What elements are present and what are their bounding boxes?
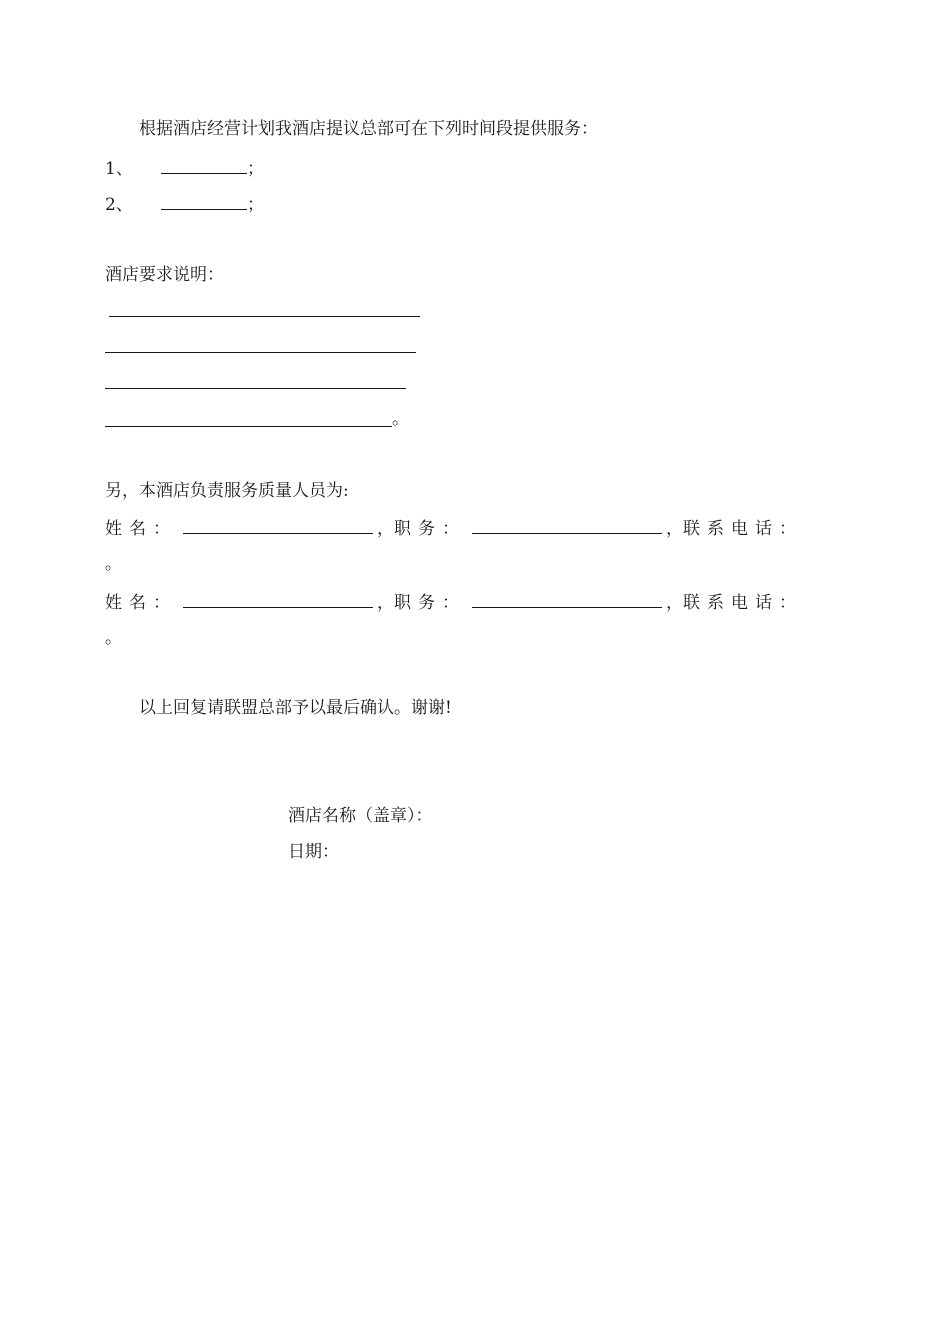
title-blank-field[interactable] [472, 589, 662, 608]
phone-label: 联系电话： [683, 593, 803, 613]
closing-text: 以上回复请联盟总部予以最后确认。谢谢! [139, 698, 452, 718]
separator: ， [377, 519, 394, 539]
hotel-name-label: 酒店名称（盖章）： [288, 806, 433, 826]
intro-text: 根据酒店经营计划我酒店提议总部可在下列时间段提供服务： [139, 119, 598, 139]
name-label: 姓名： [105, 519, 177, 539]
separator: ， [666, 593, 683, 613]
separator: ， [666, 519, 683, 539]
option-item-1 [105, 155, 264, 180]
option-blank-field[interactable] [161, 191, 247, 210]
requirement-blank-line-4[interactable] [105, 426, 392, 427]
staff-row-2-end: 。 [105, 628, 122, 648]
requirements-label: 酒店要求说明： [105, 265, 224, 285]
title-blank-field[interactable] [472, 515, 662, 534]
option-end-punct: ； [247, 159, 264, 179]
separator: ， [377, 593, 394, 613]
requirement-blank-line-3[interactable] [105, 388, 406, 389]
phone-label: 联系电话： [683, 519, 803, 539]
staff-row-2 [105, 589, 803, 614]
title-label: 职务： [394, 519, 466, 539]
option-item-2 [105, 191, 264, 216]
name-label: 姓名： [105, 593, 177, 613]
staff-row-1-end: 。 [105, 554, 122, 574]
requirement-blank-line-1[interactable] [109, 316, 420, 317]
staff-row-1 [105, 515, 803, 540]
requirement-blank-line-2[interactable] [105, 352, 416, 353]
option-number: 1、 [105, 159, 133, 179]
option-blank-field[interactable] [161, 155, 247, 174]
date-label: 日期： [288, 842, 339, 862]
name-blank-field[interactable] [183, 515, 373, 534]
title-label: 职务： [394, 593, 466, 613]
staff-intro-text: 另，本酒店负责服务质量人员为: [105, 481, 349, 501]
option-end-punct: ； [247, 195, 264, 215]
name-blank-field[interactable] [183, 589, 373, 608]
option-number: 2、 [105, 195, 133, 215]
requirements-end-punct: 。 [392, 409, 409, 429]
